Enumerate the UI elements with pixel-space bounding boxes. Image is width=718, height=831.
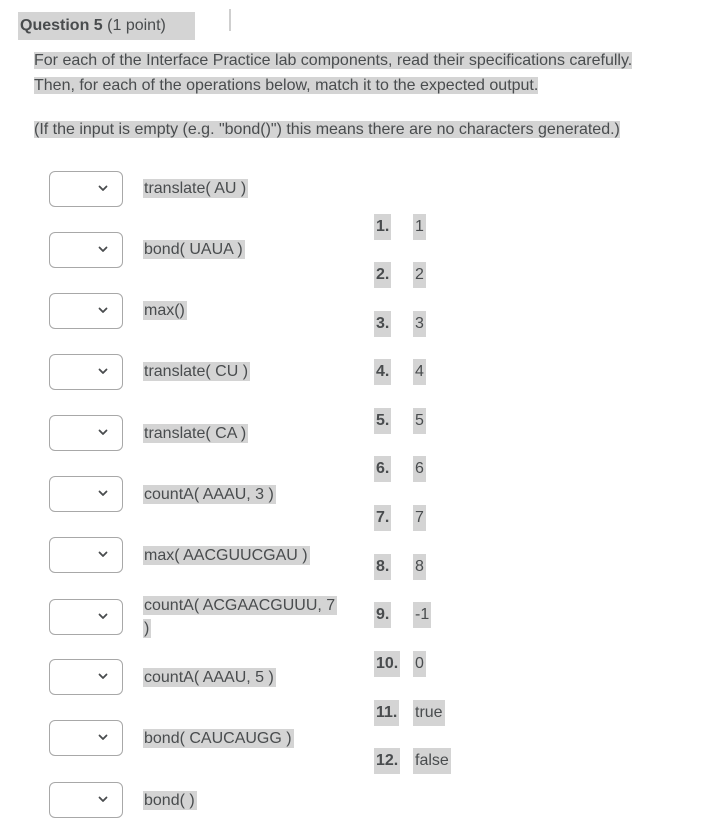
prompt-item <box>143 727 294 750</box>
answer-select[interactable] <box>49 171 123 207</box>
answer-value: -1 <box>413 602 431 628</box>
chevron-down-icon <box>96 181 110 195</box>
prompt-item <box>143 177 248 200</box>
prompt-item <box>143 594 337 640</box>
answer-number: 3. <box>374 311 391 337</box>
chevron-down-icon <box>96 547 110 561</box>
answer-value: 0 <box>413 651 426 677</box>
answer-value: false <box>413 748 451 774</box>
answer-select[interactable] <box>49 659 123 695</box>
answer-value: 3 <box>413 311 426 337</box>
prompt-text: translate( AU ) <box>144 180 247 197</box>
prompt-text: max( AACGUUCGAU ) <box>144 547 308 564</box>
question-points: (1 point) <box>107 17 166 34</box>
divider <box>229 9 231 31</box>
prompt-text: bond( ) <box>144 792 195 809</box>
prompt-item <box>143 544 310 567</box>
answer-select[interactable] <box>49 537 123 573</box>
chevron-down-icon <box>96 792 110 806</box>
answer-value: 6 <box>413 456 426 482</box>
answer-number: 9. <box>374 602 391 628</box>
question-header <box>18 12 195 40</box>
prompt-text: ) <box>144 620 150 637</box>
answer-value: 8 <box>413 554 426 580</box>
chevron-down-icon <box>96 730 110 744</box>
prompt-item <box>143 483 276 506</box>
answer-select[interactable] <box>49 354 123 390</box>
prompt-text: max() <box>144 302 185 319</box>
answer-value: true <box>413 700 445 726</box>
prompt-text: translate( CU ) <box>144 363 249 380</box>
prompt-item <box>143 238 245 261</box>
question-title: Question 5 <box>20 17 103 34</box>
prompt-text: translate( CA ) <box>144 425 247 442</box>
prompt-item <box>143 666 276 689</box>
answer-number: 7. <box>374 505 391 531</box>
prompt-text: bond( UAUA ) <box>144 241 243 258</box>
chevron-down-icon <box>96 486 110 500</box>
answer-value: 2 <box>413 262 426 288</box>
chevron-down-icon <box>96 242 110 256</box>
answer-value: 7 <box>413 505 426 531</box>
answer-value: 1 <box>413 214 426 240</box>
chevron-down-icon <box>96 669 110 683</box>
chevron-down-icon <box>96 609 110 623</box>
answer-select[interactable] <box>49 599 123 635</box>
prompt-item <box>143 299 187 322</box>
answer-number: 8. <box>374 554 391 580</box>
answer-select[interactable] <box>49 415 123 451</box>
question-instructions <box>34 48 684 98</box>
chevron-down-icon <box>96 303 110 317</box>
prompt-item <box>143 422 248 445</box>
answer-select[interactable] <box>49 720 123 756</box>
instruction-line: Then, for each of the operations below, match it to the expected output. <box>34 77 539 94</box>
answer-select[interactable] <box>49 293 123 329</box>
answer-select[interactable] <box>49 232 123 268</box>
question-note <box>34 117 620 142</box>
answer-number: 10. <box>374 651 400 677</box>
chevron-down-icon <box>96 364 110 378</box>
prompt-text: countA( AAAU, 5 ) <box>144 669 274 686</box>
prompt-item <box>143 360 250 383</box>
prompt-text: countA( AAAU, 3 ) <box>144 486 274 503</box>
note-text: (If the input is empty (e.g. "bond()") this means there are no characters generated.) <box>34 121 620 138</box>
answer-number: 11. <box>374 700 399 726</box>
answer-number: 1. <box>374 214 391 240</box>
prompt-item <box>143 789 197 812</box>
prompt-text: bond( CAUCAUGG ) <box>144 730 292 747</box>
answer-number: 5. <box>374 408 391 434</box>
chevron-down-icon <box>96 425 110 439</box>
answer-number: 4. <box>374 359 391 385</box>
answer-value: 4 <box>413 359 426 385</box>
answer-number: 12. <box>374 748 400 774</box>
answer-number: 2. <box>374 262 391 288</box>
answer-select[interactable] <box>49 782 123 818</box>
instruction-line: For each of the Interface Practice lab components, read their specifications carefully. <box>34 52 633 69</box>
answer-number: 6. <box>374 456 391 482</box>
answer-value: 5 <box>413 408 426 434</box>
prompt-text: countA( ACGAACGUUU, 7 <box>144 597 336 614</box>
answer-select[interactable] <box>49 476 123 512</box>
